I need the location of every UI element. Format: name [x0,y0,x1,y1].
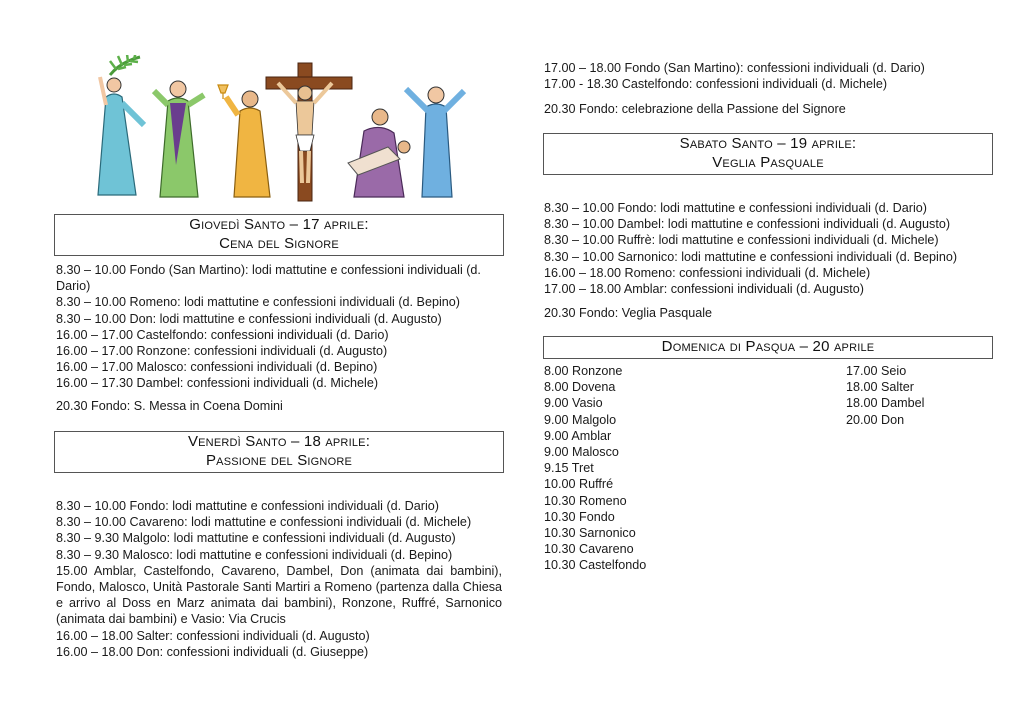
mass-time: 18.00 Dambel [846,396,925,411]
mass-time: 10.30 Romeno [544,493,627,508]
sunday-list-right [846,363,986,428]
passion-entry: 20.30 Fondo: celebrazione della Passione del Signore [544,102,846,116]
friday-schedule [56,498,502,660]
figure-blue [98,77,144,195]
schedule-entry: 16.00 – 17.00 Malosco: confessioni individuali (d. Bepino) [56,360,378,375]
mass-time: 9.00 Malosco [544,445,619,460]
schedule-entry: 8.30 – 10.00 Ruffrè: lodi mattutine e confessioni individuali (d. Michele) [544,233,939,248]
crucifix-icon [266,63,352,201]
mass-time: 10.30 Cavareno [544,542,634,557]
mass-time: 9.00 Amblar [544,428,612,443]
sunday-header [543,336,993,359]
mass-time: 8.00 Dovena [544,380,616,395]
schedule-entry: 16.00 – 18.00 Don: confessioni individuali (d. Giuseppe) [56,644,369,659]
friday-title-line1: Venerdì Santo – 18 aprile: [187,433,371,450]
schedule-entry: 16.00 – 18.00 Salter: confessioni individuali (d. Augusto) [56,628,370,643]
mass-time: 18.00 Salter [846,380,914,395]
friday-title-line2: Passione del Signore [205,452,353,469]
palm-branch-icon [110,55,140,75]
sunday-list-left [544,363,804,574]
easter-illustration [88,55,478,203]
mass-time: 10.30 Sarnonico [544,526,636,541]
mass-time: 9.00 Vasio [544,396,603,411]
friday-header [54,431,504,473]
schedule-entry: 16.00 – 17.00 Castelfondo: confessioni individuali (d. Dario) [56,327,389,342]
mass-time: 10.30 Fondo [544,509,615,524]
schedule-entry: 8.30 – 9.30 Malosco: lodi mattutine e confessioni individuali (d. Bepino) [56,547,453,562]
figure-purple [348,109,410,197]
schedule-entry: 8.30 – 10.00 Sarnonico: lodi mattutine e confessioni individuali (d. Bepino) [544,249,958,264]
schedule-entry: 8.30 – 10.00 Romeno: lodi mattutine e confessioni individuali (d. Bepino) [56,295,460,310]
schedule-entry: 17.00 – 18.00 Amblar: confessioni individuali (d. Augusto) [544,282,864,297]
saturday-title-line2: Veglia Pasquale [712,154,824,171]
mass-time: 17.00 Seio [846,364,907,378]
via-crucis-entry: 15.00 Amblar, Castelfondo, Cavareno, Dambel, Don (animata dai bambini), Fondo, Malosco, Unità Pastorale Santi Martiri a Romeno (partenza dalla Chiesa e arrivo al Doss en Marz animata dai bambini), Ronzone, Ruffré, Sarnonico (animata dai bambini) e Vasio: Via Crucis [56,563,502,627]
thursday-title-line1: Giovedì Santo – 17 aprile: [189,216,369,233]
figure-yellow [218,85,270,197]
mass-time: 9.15 Tret [544,461,594,476]
vigil-entry: 20.30 Fondo: Veglia Pasquale [544,306,713,320]
friday-passion [544,101,994,117]
schedule-entry: 16.00 – 18.00 Romeno: confessioni individuali (d. Michele) [544,265,871,280]
thursday-header [54,214,504,256]
schedule-entry: 8.30 – 10.00 Dambel: lodi mattutine e confessioni individuali (d. Augusto) [544,217,951,232]
schedule-entry: 16.00 – 17.30 Dambel: confessioni individuali (d. Michele) [56,376,379,391]
thursday-title-line2: Cena del Signore [219,235,339,252]
figure-raised-arms [406,87,464,197]
schedule-entry: 17.00 - 18.30 Castelfondo: confessioni individuali (d. Michele) [544,77,888,92]
mass-entry: 20.30 Fondo: S. Messa in Coena Domini [56,399,283,413]
schedule-entry: 8.30 – 10.00 Fondo (San Martino): lodi mattutine e confessioni individuali (d. Dario) [56,263,481,294]
friday-continued [544,60,994,92]
schedule-entry: 8.30 – 10.00 Cavareno: lodi mattutine e confessioni individuali (d. Michele) [56,515,472,530]
saturday-schedule [544,200,994,297]
thursday-schedule [56,262,504,392]
schedule-entry: 8.30 – 10.00 Fondo: lodi mattutine e confessioni individuali (d. Dario) [544,201,927,215]
schedule-entry: 17.00 – 18.00 Fondo (San Martino): confessioni individuali (d. Dario) [544,61,925,75]
mass-time: 8.00 Ronzone [544,364,623,378]
thursday-mass [56,398,504,414]
figure-green [154,81,204,197]
mass-time: 20.00 Don [846,412,905,427]
saturday-vigil [544,305,994,321]
mass-time: 10.30 Castelfondo [544,558,647,573]
saturday-title-line1: Sabato Santo – 19 aprile: [679,135,857,152]
schedule-entry: 8.30 – 9.30 Malgolo: lodi mattutine e confessioni individuali (d. Augusto) [56,531,456,546]
saturday-header [543,133,993,175]
mass-time: 10.00 Ruffré [544,477,614,492]
schedule-entry: 8.30 – 10.00 Don: lodi mattutine e confessioni individuali (d. Augusto) [56,311,442,326]
mass-time: 9.00 Malgolo [544,412,617,427]
schedule-entry: 8.30 – 10.00 Fondo: lodi mattutine e confessioni individuali (d. Dario) [56,499,439,513]
schedule-entry: 16.00 – 17.00 Ronzone: confessioni individuali (d. Augusto) [56,344,388,359]
sunday-title: Domenica di Pasqua – 20 aprile [661,338,875,355]
